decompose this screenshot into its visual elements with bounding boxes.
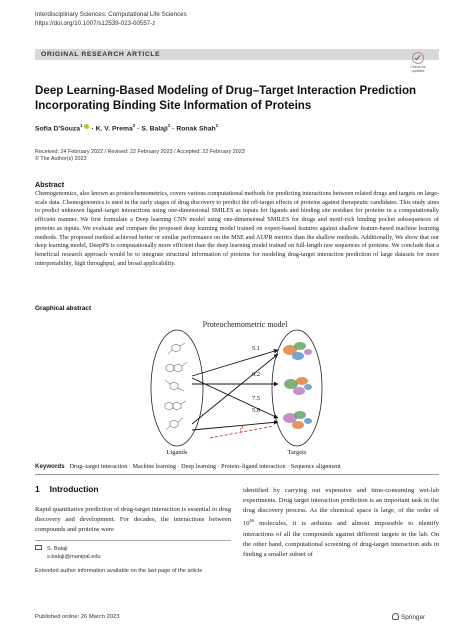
author-affiliation: 1 [80,123,83,128]
keywords [35,463,445,470]
ligands-ellipse [151,330,203,446]
protein-structure [283,342,312,360]
graphical-abstract-heading: Graphical abstract [35,305,92,312]
publisher-name: Springer [401,614,426,621]
author-list: Sofia D'Souza$^1$ · K. V. Prema$^2$ · S. Balaji$^1$ · Ronak Shah$^1$ [35,123,219,133]
affinity-value: 5.6 [251,407,261,414]
author-affiliation: 1 [215,123,219,128]
intro-right-part1: identified by carrying out expensive and time-consuming wet-lab experiments. Drug target interaction prediction is an important task in the drug discovery process. As the chemical space is large, of the order of 10 [243,487,439,528]
ligand-molecules [165,343,187,430]
affinity-value: 5.1 [251,345,261,352]
author-name[interactable]: Sofia D'Souza [35,125,81,133]
corresponding-name: S. Balaji [47,546,68,552]
author-name[interactable]: K. V. Prema [95,125,133,133]
arrow [192,354,278,424]
graphical-abstract-figure [150,318,340,458]
affinity-value: 6.2 [251,371,261,378]
ga-title: Proteochemometric model [202,320,288,329]
introduction-text-right [243,486,439,560]
article-title: Deep Learning-Based Modeling of Drug–Target Interaction Prediction Incorporating Binding Site Information of Proteins [35,84,417,112]
introduction-heading [35,484,109,494]
footnote-divider [35,540,231,541]
corresponding-author [35,545,101,561]
ligands-label: Ligands [166,449,188,456]
corresponding-email[interactable]: s.balaji@manipal.edu [47,554,101,560]
targets-label: Targets [287,449,307,456]
author-affiliation: 1 [167,123,171,128]
springer-horse-icon [392,613,399,620]
journal-name: Interdisciplinary Sciences: Computational Life Sciences [35,11,187,18]
target-proteins [283,342,312,429]
envelope-icon [35,545,42,550]
abstract-heading: Abstract [35,180,65,189]
extended-author-note: Extended author information available on the last page of the article [35,568,203,574]
author-name[interactable]: S. Balaji [141,125,168,133]
author-affiliation: 2 [132,123,136,128]
article-dates [35,149,245,164]
abstract-text: Chemogenomics, also known as proteochemometrics, covers various computational methods for predicting interactions between related drugs and targets on large-scale data. Chemogenomics is used in the early stages of drug discovery to predict the off-target effects of proteins against therapeutic candidates. This study aims to predict unknown ligand–target interactions using one-dimensional SMILES as inputs for ligands and binding site residues for proteins in a computationally efficient manner. We first formulate a Deep learning CNN model using one-dimensional SMILES for drugs and motif-rich binding pocket subsequences of proteins as inputs. We evaluate and compare the proposed deep learning model trained on expert-based features against shallow feature-based machine learning methods. The proposed method achieved better or similar performance on the MSE and AUPR metrics than the shallow methods. Additionally, We show that our deep learning model, DeepPS is computationally more efficient than the deep learning model trained on full-length raw sequences of proteins. We conclude that a beneficial research approach would be to integrate structural information of proteins for modeling drug-target interaction prediction of large datasets for more interpretability, high throughput, and broad applicability. [35,190,439,267]
arrow [192,422,278,430]
check-updates-label: Check for updates [410,65,426,73]
affinity-value: 7.5 [251,395,261,402]
publisher-logo [392,613,425,621]
exponent: 60 [249,518,254,524]
published-date: Published online: 26 March 2023 [35,614,120,620]
protein-structure [284,377,312,395]
protein-structure [283,411,312,429]
section-number: 1 [35,484,40,494]
check-for-updates-button[interactable] [405,52,431,80]
history-dates: Received: 24 February 2022 / Revised: 22 February 2023 / Accepted: 22 February 2023 [35,149,245,155]
keywords-list: Drug–target interaction · Machine learning · Deep learning · Protein–ligand interaction · Sequence alignment [69,463,341,470]
article-type-label: ORIGINAL RESEARCH ARTICLE [35,49,439,60]
doi-link[interactable]: https://doi.org/10.1007/s12539-023-00557-z [35,20,156,27]
check-updates-icon [412,52,424,64]
section-divider [35,474,439,475]
author-name[interactable]: Ronak Shah [176,125,216,133]
copyright-line: © The Author(s) 2023 [35,156,87,163]
interaction-arrows [192,350,278,430]
unknown-interaction-mark: ? [238,424,244,435]
keywords-label: Keywords [35,463,65,470]
section-title: Introduction [49,484,99,494]
intro-right-part2: molecules, it is arduous and almost impossible to identify interactions of all the compounds against different targets in the lab. On the other hand, computational screening of drug-target interaction aids in finding a smaller subset of [243,520,439,558]
orcid-icon[interactable] [84,124,89,129]
arrow [192,350,278,376]
introduction-text-left: Rapid quantitative prediction of drug-target interaction is essential to drug discovery and development. For decades, the interactions between compounds and proteins were [35,506,231,533]
